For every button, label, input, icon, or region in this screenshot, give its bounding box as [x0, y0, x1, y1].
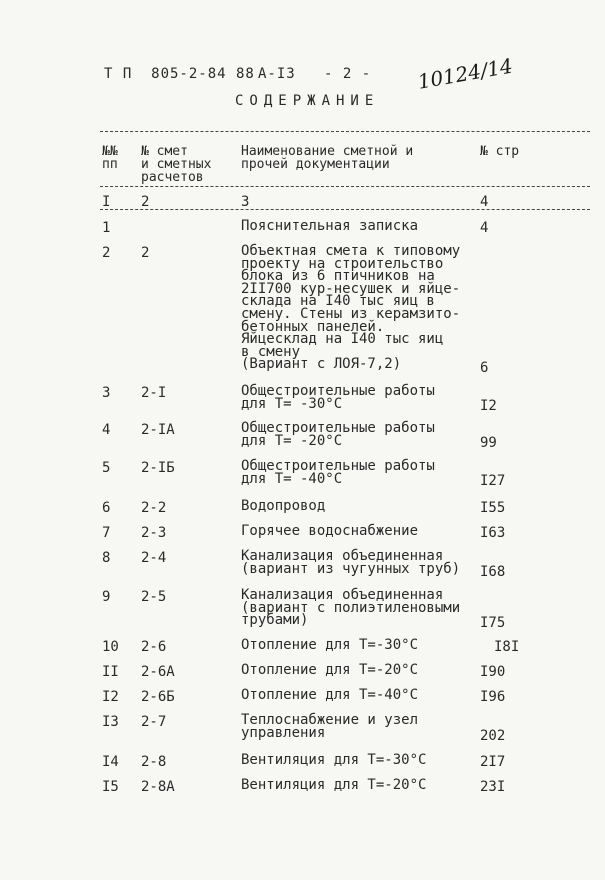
row-name: Отопление для Т=-30°С	[241, 637, 419, 653]
row-estimate: 2-8	[141, 754, 167, 770]
row-page: I68	[480, 564, 506, 580]
row-page: I8I	[494, 639, 520, 655]
row-name: Вентиляция для Т=-30°С	[241, 752, 427, 768]
sheet-reference: А-I3 - 2 -	[258, 66, 372, 82]
row-number: I4	[102, 754, 119, 770]
column-number-3: 3	[241, 194, 250, 210]
row-estimate: 2-2	[141, 500, 167, 516]
row-page: I96	[480, 689, 506, 705]
row-name: Водопровод	[241, 498, 326, 514]
column-header-estimate: № смет и сметных расчетов	[141, 144, 212, 185]
row-page: 2I7	[480, 754, 506, 770]
row-number: 7	[102, 525, 111, 541]
row-page: 4	[480, 220, 489, 236]
column-number-4: 4	[480, 194, 489, 210]
row-page: I55	[480, 500, 506, 516]
row-number: II	[102, 664, 119, 680]
row-page: 23I	[480, 779, 506, 795]
row-number: I2	[102, 689, 119, 705]
row-number: I3	[102, 714, 119, 730]
row-number: 6	[102, 500, 111, 516]
row-number: 1	[102, 220, 111, 236]
handwritten-number: 10124/14	[415, 53, 515, 94]
row-name: Канализация объединенная (вариант из чугунных труб)	[241, 548, 461, 577]
divider-top	[100, 131, 590, 132]
row-name: Отопление для Т=-40°С	[241, 687, 419, 703]
row-estimate: 2-5	[141, 589, 167, 605]
row-number: 2	[102, 245, 111, 261]
row-estimate: 2-7	[141, 714, 167, 730]
row-name: Горячее водоснабжение	[241, 523, 419, 539]
column-number-2: 2	[141, 194, 150, 210]
divider-header	[100, 186, 590, 187]
column-number-1: I	[102, 194, 111, 210]
row-page: I90	[480, 664, 506, 680]
row-name: Отопление для Т=-20°С	[241, 662, 419, 678]
row-name: Теплоснабжение и узел управления	[241, 712, 419, 741]
row-estimate: 2-IБ	[141, 460, 175, 476]
row-name: Пояснительная записка	[241, 218, 419, 234]
row-estimate: 2	[141, 245, 150, 261]
column-header-no: №№ пп	[102, 144, 118, 172]
row-name: Общестроительные работы для Т= -40°С	[241, 458, 435, 487]
row-name: Общестроительные работы для Т= -30°С	[241, 383, 435, 412]
row-page: 6	[480, 360, 489, 376]
row-name: Общестроительные работы для Т= -20°С	[241, 420, 435, 449]
row-estimate: 2-6	[141, 639, 167, 655]
document-code: Т П 805-2-84 88	[104, 66, 255, 82]
column-header-name: Наименование сметной и прочей документации	[241, 144, 414, 172]
row-name: Объектная смета к типовому проекту на строительство блока из 6 птичников на 2II700 кур-несушек и яйце- склада на I40 тыс яиц в смену. Стены из керамзито- бетонных панелей. Яйцесклад на I40 тыс яиц в смену (Вариант с ЛОЯ-7,2)	[241, 243, 461, 373]
row-name: Вентиляция для Т=-20°С	[241, 777, 427, 793]
row-number: 4	[102, 422, 111, 438]
row-number: 5	[102, 460, 111, 476]
row-page: I27	[480, 473, 506, 489]
row-estimate: 2-8А	[141, 779, 175, 795]
row-estimate: 2-IА	[141, 422, 175, 438]
column-header-page: № стр	[480, 144, 520, 159]
divider-numbers	[100, 209, 590, 210]
row-number: I5	[102, 779, 119, 795]
row-estimate: 2-I	[141, 385, 167, 401]
page-title: СОДЕРЖАНИЕ	[235, 93, 380, 109]
row-page: I2	[480, 398, 497, 414]
row-page: 202	[480, 728, 506, 744]
row-number: 8	[102, 550, 111, 566]
row-estimate: 2-4	[141, 550, 167, 566]
row-name: Канализация объединенная (вариант с полиэтиленовыми трубами)	[241, 587, 461, 629]
row-page: I75	[480, 615, 506, 631]
row-page: I63	[480, 525, 506, 541]
row-number: 3	[102, 385, 111, 401]
row-number: 9	[102, 589, 111, 605]
row-number: 10	[102, 639, 119, 655]
row-page: 99	[480, 435, 497, 451]
row-estimate: 2-3	[141, 525, 167, 541]
row-estimate: 2-6Б	[141, 689, 175, 705]
row-estimate: 2-6А	[141, 664, 175, 680]
